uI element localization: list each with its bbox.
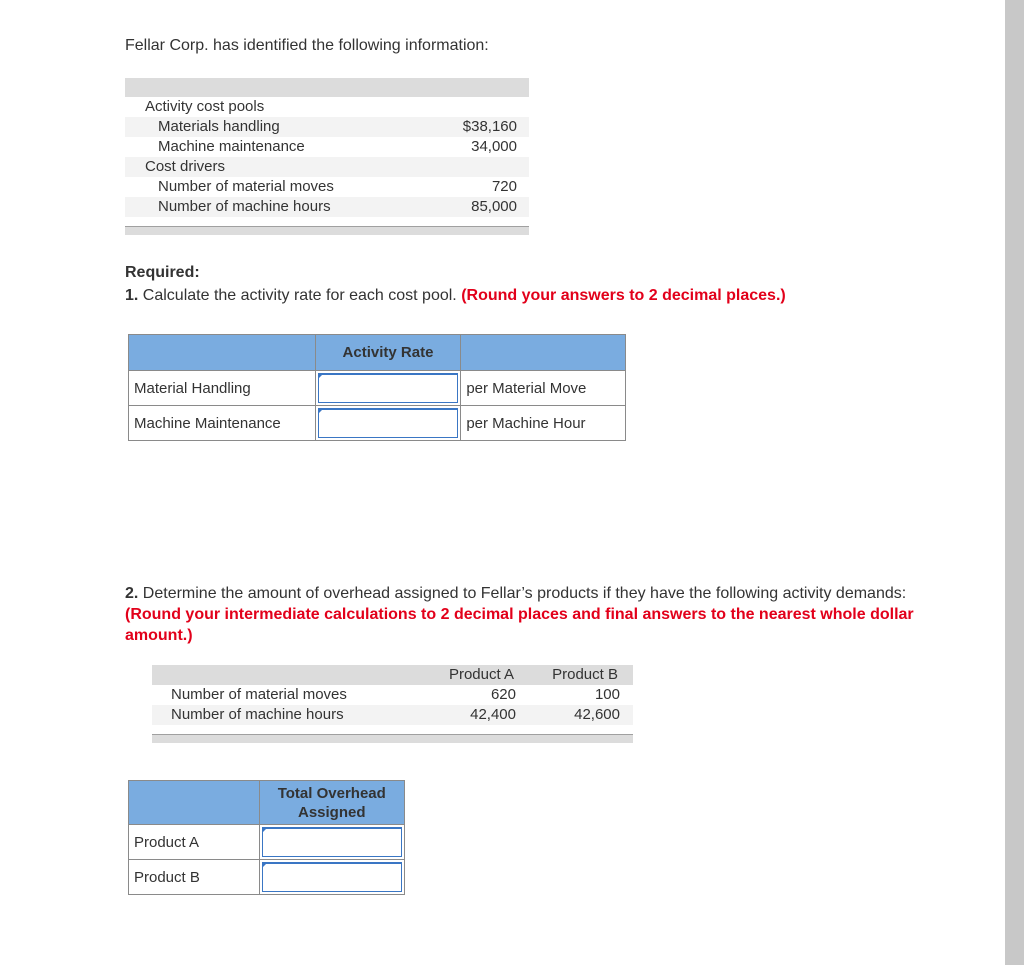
header-blank (129, 335, 316, 371)
cost-info-table (125, 78, 529, 235)
row-value: $38,160 (462, 118, 517, 135)
row-value: 85,000 (471, 198, 517, 215)
header-activity-rate: Activity Rate (315, 335, 461, 371)
activity-rate-table (128, 334, 626, 441)
row-label: Materials handling (158, 118, 280, 135)
row-value-a: 620 (490, 686, 516, 703)
header-blank (129, 781, 260, 825)
page-scrollbar[interactable] (1005, 0, 1024, 965)
row-label: Material Handling (129, 371, 316, 406)
table-row (129, 406, 626, 441)
row-value-a: 42,400 (470, 706, 516, 723)
table-top-bar (125, 78, 529, 97)
question-text: Determine the amount of overhead assigned to Fellar’s products if they have the following activity demands: (142, 585, 907, 602)
row-label: Product B (129, 860, 260, 895)
rate-input-cell (315, 371, 461, 406)
section-label: Cost drivers (145, 158, 226, 175)
row-value: 720 (491, 178, 517, 195)
intro-text: Fellar Corp. has identified the following information: (125, 37, 489, 54)
row-label: Machine Maintenance (129, 406, 316, 441)
question-note: (Round your intermediate calculations to 2 decimal places and final answers to the nearest whole dollar amount.) (125, 606, 914, 644)
input-marker-icon (262, 827, 268, 833)
header-total-overhead: Total Overhead Assigned (259, 781, 405, 825)
question-2 (125, 583, 935, 646)
row-value-b: 42,600 (574, 706, 620, 723)
input-marker-icon (318, 408, 324, 414)
question-text: Calculate the activity rate for each cost pool. (142, 287, 457, 304)
row-unit: per Material Move (461, 371, 626, 406)
section-activity-cost-pools (125, 97, 529, 117)
question-note: (Round your answers to 2 decimal places.) (461, 287, 786, 304)
row-label: Number of material moves (171, 686, 347, 703)
overhead-input-cell (259, 825, 405, 860)
table-row (129, 860, 405, 895)
product-a-overhead-input[interactable] (262, 827, 403, 857)
table-bottom-bar (152, 734, 633, 743)
col-header-product-b: Product B (552, 666, 618, 683)
question-number: 1. (125, 287, 139, 304)
row-machine-hours (125, 197, 529, 217)
required-title: Required: (125, 264, 200, 281)
row-unit: per Machine Hour (461, 406, 626, 441)
header-blank (461, 335, 626, 371)
row-label: Number of machine hours (171, 706, 344, 723)
overhead-input-cell (259, 860, 405, 895)
section-cost-drivers (125, 157, 529, 177)
activity-demand-table (152, 665, 633, 743)
row-label: Number of material moves (158, 178, 334, 195)
row-label: Product A (129, 825, 260, 860)
col-header-product-a: Product A (448, 666, 514, 683)
table-bottom-bar (125, 226, 529, 235)
row-machine-maintenance (125, 137, 529, 157)
question-1 (125, 286, 1005, 306)
row-label: Number of machine hours (158, 198, 331, 215)
row-value-b: 100 (594, 686, 620, 703)
machine-maintenance-rate-input[interactable] (318, 408, 459, 438)
section-label: Activity cost pools (145, 98, 265, 115)
row-materials-handling (125, 117, 529, 137)
row-machine-hours (152, 705, 633, 725)
table-row (129, 825, 405, 860)
table-row (129, 371, 626, 406)
row-material-moves (152, 685, 633, 705)
product-b-overhead-input[interactable] (262, 862, 403, 892)
row-value: 34,000 (471, 138, 517, 155)
input-marker-icon (262, 862, 268, 868)
rate-input-cell (315, 406, 461, 441)
material-handling-rate-input[interactable] (318, 373, 459, 403)
input-marker-icon (318, 373, 324, 379)
row-label: Machine maintenance (158, 138, 305, 155)
question-number: 2. (125, 585, 139, 602)
row-material-moves (125, 177, 529, 197)
overhead-table (128, 780, 405, 895)
table-header-bar (152, 665, 633, 685)
